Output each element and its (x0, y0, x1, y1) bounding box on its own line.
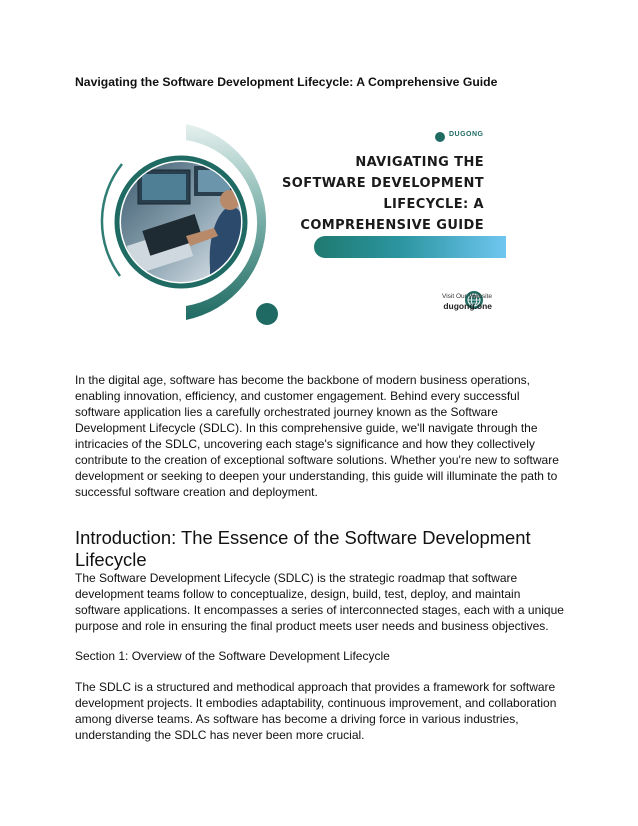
document-title: Navigating the Software Development Lifecycle: A Comprehensive Guide (75, 75, 498, 89)
banner-title (280, 152, 484, 236)
sdlc-paragraph: The Software Development Lifecycle (SDLC) is the strategic roadmap that software development teams follow to conceptualize, design, build, test, deploy, and maintain software applications. It encompasses a series of interconnected stages, each with a unique purpose and role in ensuring the final product meets user needs and business objectives. (75, 571, 564, 633)
brand-name: DUGONG (449, 131, 484, 138)
decorative-dot (256, 303, 278, 325)
visit-website-block[interactable] (412, 292, 492, 312)
section-1-heading: Section 1: Overview of the Software Development Lifecycle (75, 649, 390, 663)
brand-logo (435, 130, 525, 144)
banner-title-line: COMPREHENSIVE GUIDE (300, 218, 484, 233)
introduction-heading: Introduction: The Essence of the Software Development Lifecycle (75, 527, 531, 570)
banner-title-line: SOFTWARE DEVELOPMENT (282, 176, 484, 191)
banner-title-line: NAVIGATING THE (355, 155, 484, 170)
intro-paragraph: In the digital age, software has become the backbone of modern business operations, enabling innovation, efficiency, and customer engagement. Behind every successful software application lies a carefully orchestrated journey known as the Software Development Lifecycle (SDLC). In this comprehensive guide, we'll navigate through the intricacies of the SDLC, uncovering each stage's significance and how they collectively contribute to the creation of exceptional software solutions. Whether you're new to software development or seeking to deepen your understanding, this guide will illuminate the path to successful software creation and deployment. (75, 373, 559, 499)
website-link[interactable]: dugong.one (443, 301, 492, 311)
banner-title-line: LIFECYCLE: A (383, 197, 484, 212)
hero-banner (90, 118, 520, 333)
accent-bar (314, 236, 506, 258)
visit-website-label: Visit Our Website (442, 293, 492, 300)
dugong-logo-icon (435, 132, 445, 142)
section-1-paragraph: The SDLC is a structured and methodical approach that provides a framework for software development projects. It embodies adaptability, continuous improvement, and collaboration among diverse teams. As software has become a driving force in various industries, understanding the SDLC has never been more crucial. (75, 680, 557, 742)
